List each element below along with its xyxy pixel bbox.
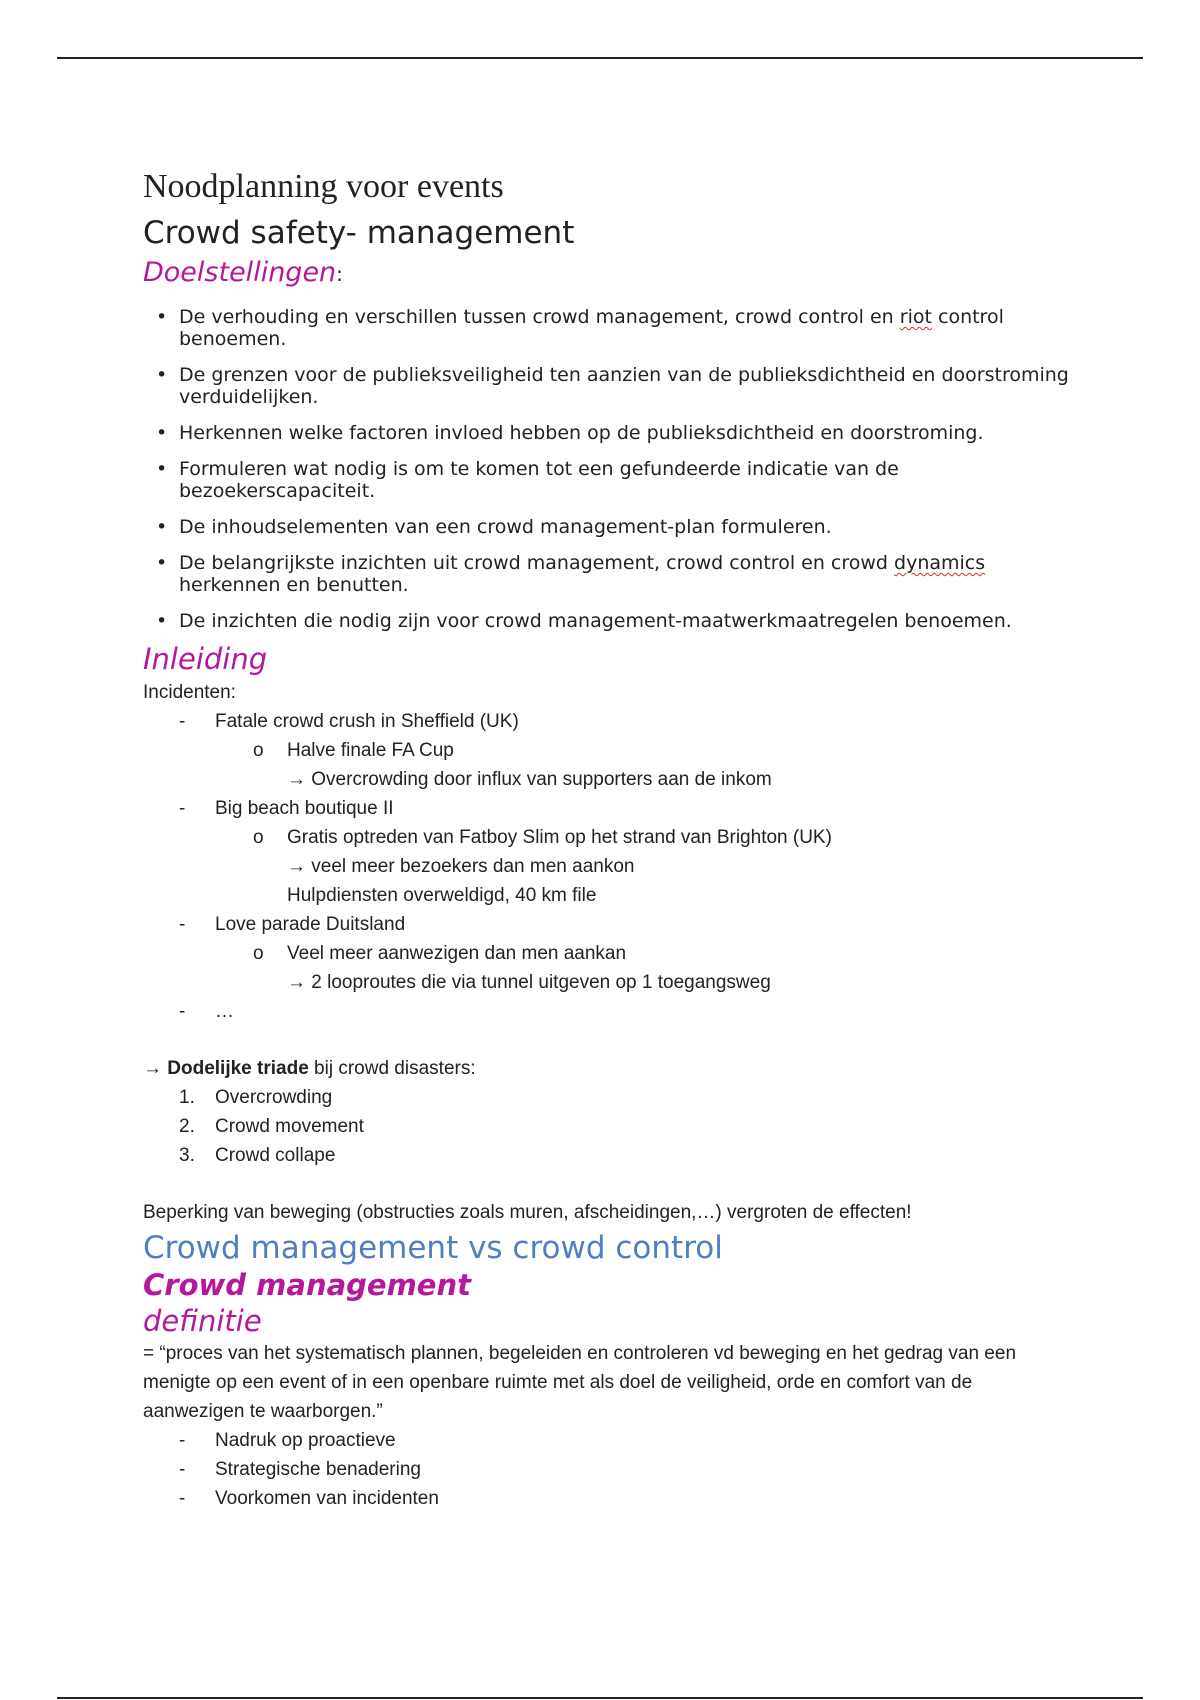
- incident-detail: → 2 looproutes die via tunnel uitgeven op 1 toegangsweg: [287, 972, 771, 993]
- objective-text: De belangrijkste inzichten uit crowd management, crowd control en crowd: [179, 552, 895, 574]
- triad-intro: [143, 1054, 1073, 1083]
- objective-item: • Herkennen welke factoren invloed hebben op de publieksdichtheid en doorstroming.: [143, 422, 1073, 444]
- objectives-list: [143, 306, 1073, 632]
- objectives-heading: [143, 255, 1073, 292]
- arrow-icon: →: [143, 1058, 168, 1079]
- document-page: [143, 165, 1073, 1513]
- circle-bullet-marker: o: [253, 740, 264, 761]
- dash-marker: -: [179, 798, 186, 819]
- document-subtitle: Crowd safety- management: [143, 215, 575, 251]
- objectives-heading-text: Doelstellingen: [143, 257, 337, 288]
- incident-detail: Hulpdiensten overweldigd, 40 km file: [287, 885, 597, 906]
- dash-marker: -: [179, 1430, 186, 1451]
- objective-item: [143, 552, 1073, 596]
- incident-sub-item: [143, 823, 1073, 852]
- header-rule: [57, 57, 1143, 59]
- triad-bold-term: Dodelijke triade: [167, 1058, 309, 1079]
- definition-section: [143, 1339, 1073, 1513]
- document-title: Noodplanning voor events: [143, 168, 504, 205]
- incident-ellipsis: …: [215, 1001, 234, 1022]
- incident-detail: → veel meer bezoekers dan men aankon: [287, 856, 635, 877]
- triad-item: [143, 1112, 1073, 1141]
- definition-heading: definitie: [143, 1304, 262, 1338]
- definition-point-text: Voorkomen van incidenten: [215, 1488, 439, 1509]
- definition-point: [143, 1426, 1073, 1455]
- incident-title: Big beach boutique II: [215, 798, 394, 819]
- incident-sub-text: Veel meer aanwezigen dan men aankan: [287, 943, 627, 964]
- incident-item: [143, 997, 1073, 1026]
- spellcheck-marked-word: riot: [899, 306, 932, 328]
- incident-sub-text: Gratis optreden van Fatboy Slim op het strand van Brighton (UK): [287, 827, 832, 848]
- dash-marker: -: [179, 1488, 186, 1509]
- objective-item: • Formuleren wat nodig is om te komen tot een gefundeerde indicatie van de bezoekerscapaciteit.: [143, 458, 1073, 502]
- definition-text: = “proces van het systematisch plannen, begeleiden en controleren vd beweging en het gedrag van een menigte op een event of in een openbare ruimte met als doel de veiligheid, orde en comfort van de aanwezigen te waarborgen.”: [143, 1343, 1017, 1422]
- triad-item-text: Overcrowding: [215, 1087, 333, 1108]
- incident-sub-text: Halve finale FA Cup: [287, 740, 454, 761]
- triad-text: bij crowd disasters:: [308, 1058, 476, 1079]
- objective-item: • De inzichten die nodig zijn voor crowd management-maatwerkmaatregelen benoemen.: [143, 610, 1073, 632]
- objective-text: De verhouding en verschillen tussen crowd management, crowd control en: [179, 306, 900, 328]
- objectives-heading-colon: :: [336, 262, 343, 286]
- incident-sub-item: [143, 736, 1073, 765]
- triad-item-text: Crowd movement: [215, 1116, 364, 1137]
- definition-point-text: Strategische benadering: [215, 1459, 421, 1480]
- definition-point-text: Nadruk op proactieve: [215, 1430, 396, 1451]
- definition-point: [143, 1484, 1073, 1513]
- dash-marker: -: [179, 711, 186, 732]
- dash-marker: -: [179, 1001, 186, 1022]
- incident-sub-item: [143, 939, 1073, 968]
- limitation-note: Beperking van beweging (obstructies zoals muren, afscheidingen,…) vergroten de effecten!: [143, 1202, 912, 1223]
- intro-heading: Inleiding: [143, 642, 268, 676]
- triad-item-text: Crowd collape: [215, 1145, 336, 1166]
- incident-title: Fatale crowd crush in Sheffield (UK): [215, 711, 519, 732]
- incident-item: [143, 707, 1073, 736]
- incident-detail: → Overcrowding door influx van supporters aan de inkom: [287, 769, 772, 790]
- circle-bullet-marker: o: [253, 943, 264, 964]
- objective-text: control benoemen.: [179, 306, 1004, 350]
- incident-item: [143, 910, 1073, 939]
- definition-point: [143, 1455, 1073, 1484]
- footer-rule: [57, 1697, 1143, 1699]
- spellcheck-marked-word: dynamics: [894, 552, 986, 574]
- objective-item: [143, 306, 1073, 350]
- objective-item: • De grenzen voor de publieksveiligheid ten aanzien van de publieksdichtheid en doorstroming verduidelijken.: [143, 364, 1073, 408]
- objective-item: • De inhoudselementen van een crowd management-plan formuleren.: [143, 516, 1073, 538]
- list-number: 2.: [179, 1116, 195, 1137]
- incidents-label: Incidenten:: [143, 682, 236, 703]
- list-number: 3.: [179, 1145, 195, 1166]
- objective-text: herkennen en benutten.: [179, 574, 409, 596]
- triad-item: [143, 1083, 1073, 1112]
- dash-marker: -: [179, 1459, 186, 1480]
- cm-vs-cc-heading: Crowd management vs crowd control: [143, 1230, 723, 1266]
- list-number: 1.: [179, 1087, 195, 1108]
- dash-marker: -: [179, 914, 186, 935]
- incident-item: [143, 794, 1073, 823]
- crowd-management-heading: Crowd management: [143, 1268, 471, 1302]
- incidents-section: [143, 678, 1073, 1227]
- incident-title: Love parade Duitsland: [215, 914, 406, 935]
- triad-item: [143, 1141, 1073, 1170]
- circle-bullet-marker: o: [253, 827, 264, 848]
